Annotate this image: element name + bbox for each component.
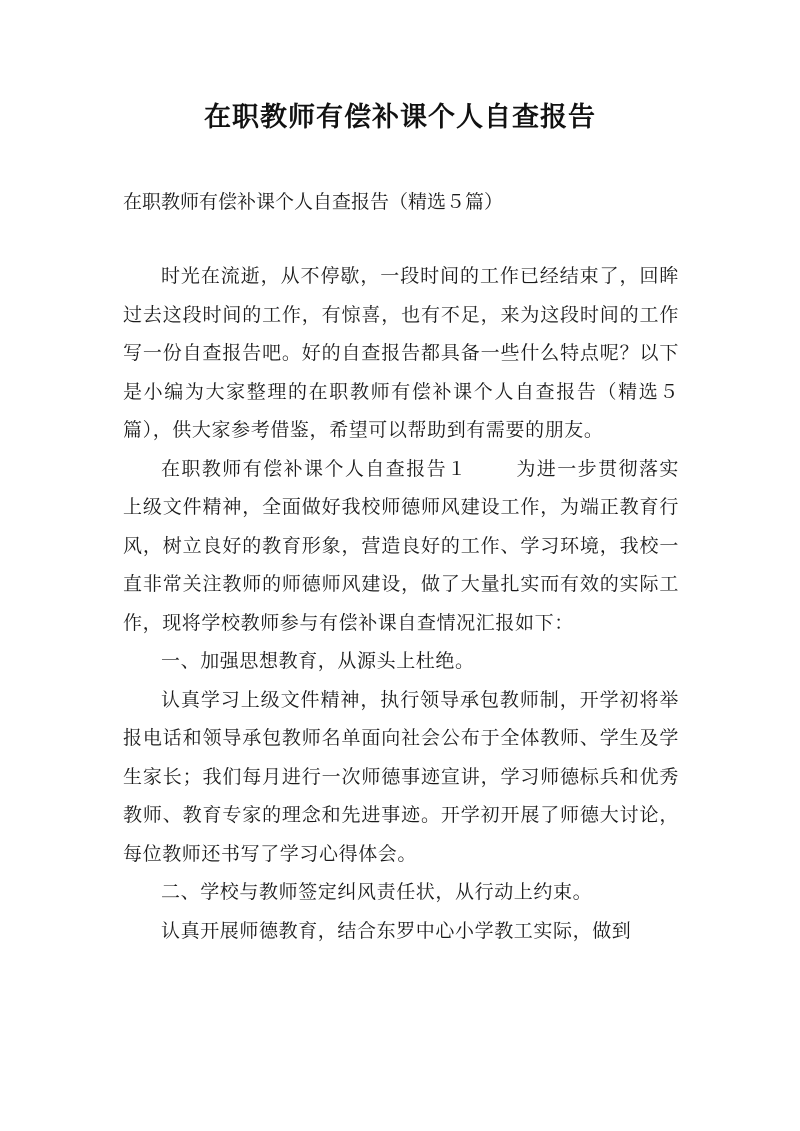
section-paragraph	[123, 450, 679, 643]
document-body	[123, 257, 679, 950]
intro-paragraph: 时光在流逝，从不停歇，一段时间的工作已经结束了，回眸过去这段时间的工作，有惊喜，也有不足，来为这段时间的工作写一份自查报告吧。好的自查报告都具备一些什么特点呢？以下是小编为大家整理的在职教师有偿补课个人自查报告（精选５篇），供大家参考借鉴，希望可以帮助到有需要的朋友。	[123, 265, 679, 441]
point-heading: 二、学校与教师签定纠风责任状，从行动上约束。	[161, 881, 593, 903]
point-paragraph: 认真学习上级文件精神，执行领导承包教师制，开学初将举报电话和领导承包教师名单面向社会公布于全体教师、学生及学生家长；我们每月进行一次师德事迹宣讲，学习师德标兵和优秀教师、教育专家的理念和先进事迹。开学初开展了师德大讨论，每位教师还书写了学习心得体会。	[123, 688, 679, 865]
section-intro: 为进一步贯彻落实上级文件精神，全面做好我校师德师风建设工作，为端正教育行风，树立良好的教育形象，营造良好的工作、学习环境，我校一直非常关注教师的师德师风建设，做了大量扎实而有效的实际工作，现将学校教师参与有偿补课自查情况汇报如下：	[123, 457, 679, 634]
point-heading: 一、加强思想教育，从源头上杜绝。	[161, 650, 475, 672]
document-title: 在职教师有偿补课个人自查报告	[204, 102, 596, 133]
document-subtitle: 在职教师有偿补课个人自查报告（精选５篇）	[123, 191, 504, 213]
section-heading: 在职教师有偿补课个人自查报告１	[161, 457, 468, 480]
point-paragraph: 认真开展师德教育，结合东罗中心小学教工实际，做到	[161, 919, 632, 942]
